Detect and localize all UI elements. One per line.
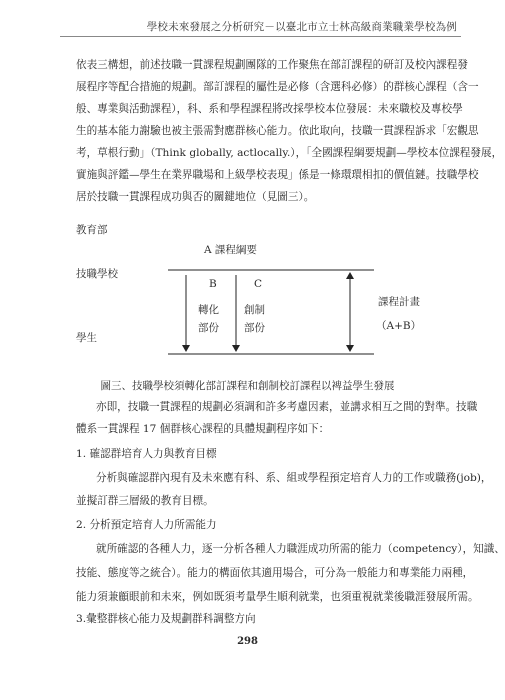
label-a-plus-b: （A+B） [376, 320, 422, 332]
label-b-line2: 部份 [198, 322, 219, 334]
text-line: 居於技職一貫課程成功與否的關鍵地位（見圖三）。 [76, 191, 315, 203]
section-3-heading: 3.彙整群核心能力及規劃群科調整方向 [76, 613, 256, 625]
label-c-line2: 部份 [244, 322, 265, 334]
section-2-heading: 2. 分析預定培育人力所需能力 [76, 519, 217, 531]
section-1-line: 並擬訂群三層級的教育目標。 [76, 495, 214, 507]
section-2-line: 就所確認的各種人力，逐一分析各種人力職涯成功所需的能力（competency），知識、 [96, 543, 505, 555]
page-number: 298 [237, 636, 258, 647]
section-2-line: 能力須兼顧眼前和未來，例如既須考量學生順利就業，也須重視就業後職涯發展所需。 [76, 591, 479, 603]
label-b-line1: 轉化 [198, 304, 219, 316]
text-line: 考，草根行動」（Think globally, actlocally.），「全國課程綱要規劃—學校本位課程發展， [76, 147, 503, 159]
text-line: 依表三構想，前述技職一貫課程規劃團隊的工作聚焦在部訂課程的研訂及校內課程發 [76, 59, 468, 71]
body-line: 體系一貫課程 17 個群核心課程的具體規劃程序如下： [76, 423, 330, 435]
label-c: C [254, 278, 263, 290]
arrow-b-head [182, 345, 190, 352]
section-2-line: 技能、態度等之統合）。能力的構面依其適用場合，可分為一般能力和專業能力兩種， [76, 567, 474, 579]
figure-caption: 圖三、技職學校須轉化部訂課程和創制校訂課程以裨益學生發展 [100, 380, 395, 392]
arrow-c-head [232, 345, 240, 352]
text-line: 展程序等配合措施的規劃。部訂課程的屬性是必修（含選科必修）的群核心課程（含一 [76, 81, 479, 93]
label-c-line1: 創制 [244, 304, 265, 316]
double-arrow-bottom-head [346, 345, 354, 352]
text-line: 生的基本能力謝驗也被主張需對應群核心能力。依此取向，技職一貫課程訴求「宏觀思 [76, 125, 479, 137]
section-1-line: 分析與確認群內現有及未來應有科、系、組或學程預定培育人力的工作或職務(job)， [96, 472, 492, 484]
section-1-heading: 1. 確認群培育人力與教育目標 [76, 448, 217, 460]
double-arrow-top-head [346, 272, 354, 279]
label-students: 學生 [76, 332, 97, 344]
label-ministry: 教育部 [76, 224, 108, 236]
body-line: 亦即，技職一貫課程的規劃必須調和許多考慮因素，並講求相互之間的對準。技職 [96, 401, 478, 413]
label-course-plan: 課程計畫 [378, 296, 420, 308]
intro-paragraph [76, 54, 503, 208]
running-header: 學校未來發展之分析研究－以臺北市立士林高級商業職業學校為例 [146, 21, 457, 33]
text-line: 般、專業與活動課程），科、系和學程課程將改採學校本位發展：未來職校及專校學 [76, 103, 463, 115]
header-rule [60, 36, 461, 37]
text-line: 實施與評鑑—學生在業界職場和上級學校表現」係是一條環環相扣的價值鏈。技職學校 [76, 169, 479, 181]
label-curriculum-outline: A 課程綱要 [204, 244, 257, 256]
label-b: B [209, 278, 217, 290]
label-vocational-school: 技職學校 [76, 268, 118, 280]
